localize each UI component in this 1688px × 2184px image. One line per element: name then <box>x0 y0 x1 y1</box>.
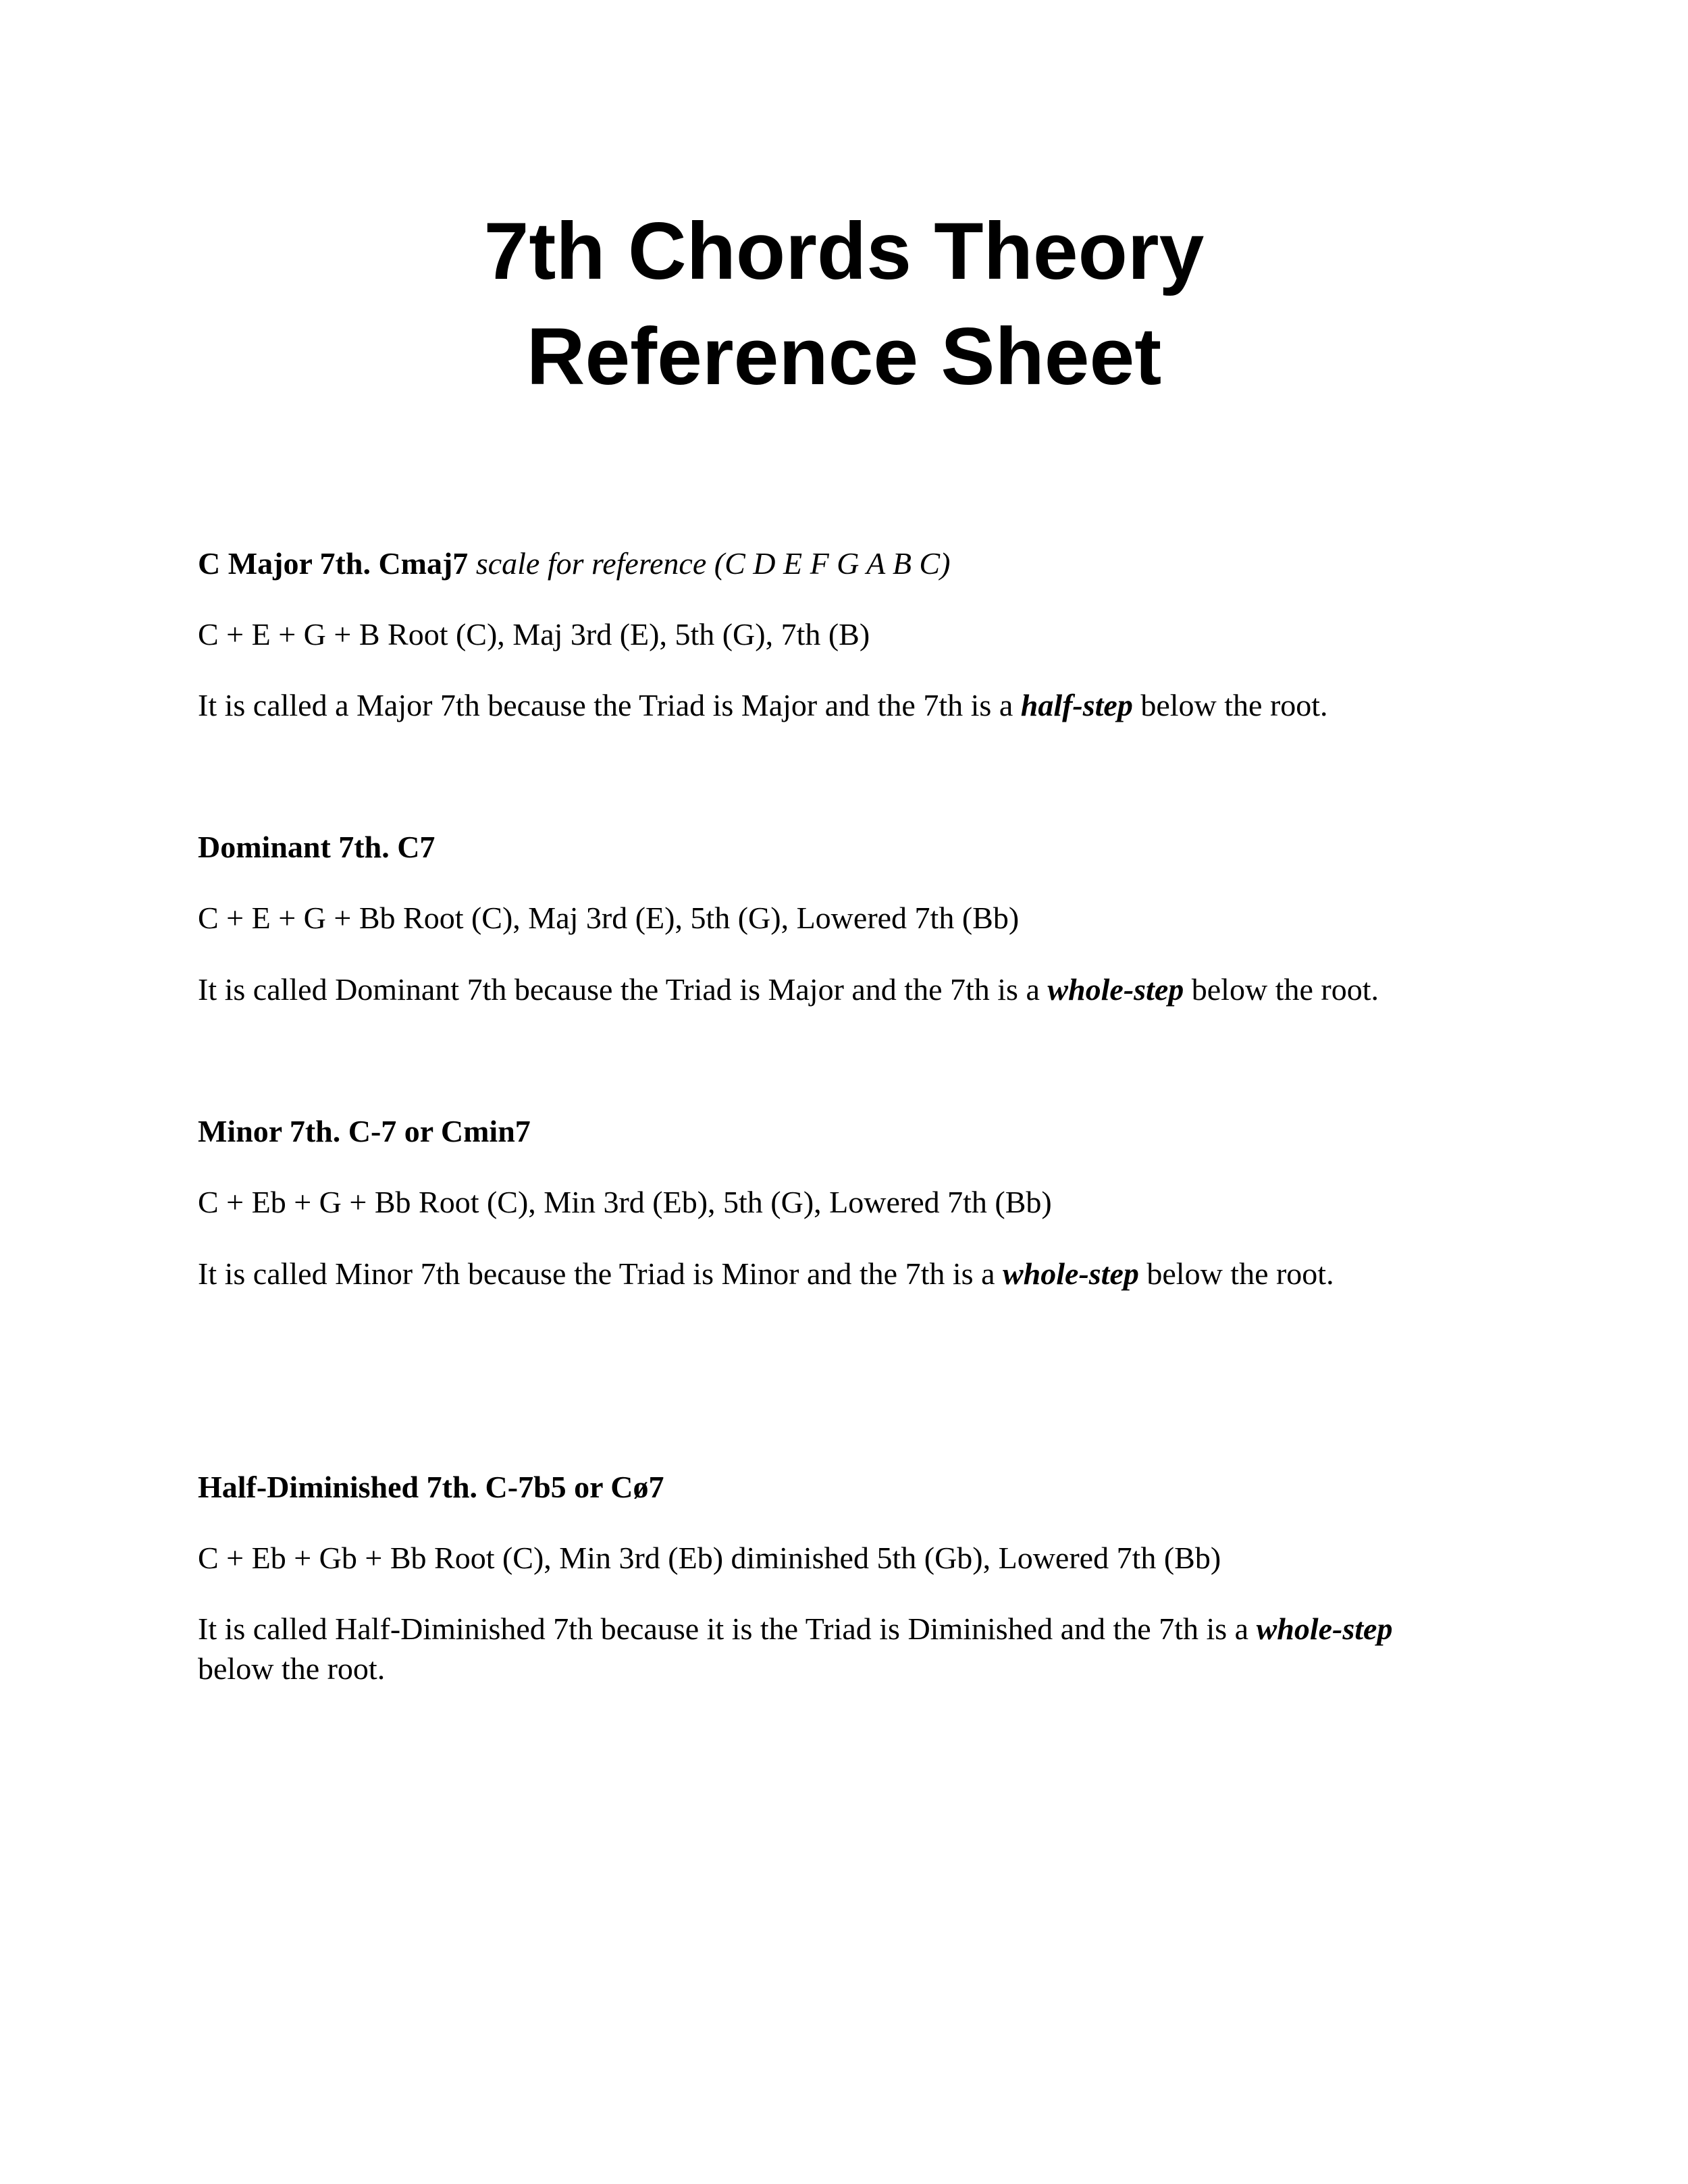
chord-description-text: It is called Half-Diminished 7th because it is the Triad is Diminished and the 7th is a <box>198 1612 1249 1646</box>
interval-emphasis: whole-step <box>1256 1612 1393 1646</box>
chord-description-end: below the root. <box>1191 972 1379 1007</box>
chord-notes: C + E + G + Bb Root (C), Maj 3rd (E), 5th (G), Lowered 7th (Bb) <box>198 901 1020 935</box>
chord-description <box>198 974 1379 1005</box>
section-heading-line <box>198 832 435 863</box>
chord-description <box>198 1614 1392 1645</box>
page-title-line-1: 7th Chords Theory <box>483 206 1205 296</box>
section-heading: Minor 7th. C-7 or Cmin7 <box>198 1114 531 1148</box>
chord-description-text: It is called a Major 7th because the Triad is Major and the 7th is a <box>198 688 1013 722</box>
section-heading-note: scale for reference (C D E F G A B C) <box>475 546 951 581</box>
chord-notes: C + E + G + B Root (C), Maj 3rd (E), 5th (G), 7th (B) <box>198 617 870 651</box>
chord-notes: C + Eb + Gb + Bb Root (C), Min 3rd (Eb) diminished 5th (Gb), Lowered 7th (Bb) <box>198 1541 1221 1575</box>
page-title-line-2: Reference Sheet <box>526 311 1162 402</box>
chord-description-end: below the root. <box>1140 688 1328 722</box>
chord-description-text: It is called Dominant 7th because the Triad is Major and the 7th is a <box>198 972 1040 1007</box>
section-heading: Dominant 7th. C7 <box>198 830 436 864</box>
chord-notes: C + Eb + G + Bb Root (C), Min 3rd (Eb), 5th (G), Lowered 7th (Bb) <box>198 1185 1052 1219</box>
interval-emphasis: half-step <box>1020 688 1133 722</box>
interval-emphasis: whole-step <box>1047 972 1184 1007</box>
chord-description-continued: below the root. <box>198 1651 386 1686</box>
section-heading-line <box>198 1116 531 1147</box>
chord-description-end: below the root. <box>1146 1256 1334 1291</box>
chord-description <box>198 690 1328 721</box>
chord-description-text: It is called Minor 7th because the Triad is Minor and the 7th is a <box>198 1256 995 1291</box>
section-heading: Half-Diminished 7th. C-7b5 or Cø7 <box>198 1470 664 1504</box>
section-heading-line <box>198 548 950 579</box>
section-heading: C Major 7th. Cmaj7 <box>198 546 469 581</box>
chord-description <box>198 1258 1334 1289</box>
section-heading-line <box>198 1472 664 1503</box>
interval-emphasis: whole-step <box>1002 1256 1139 1291</box>
